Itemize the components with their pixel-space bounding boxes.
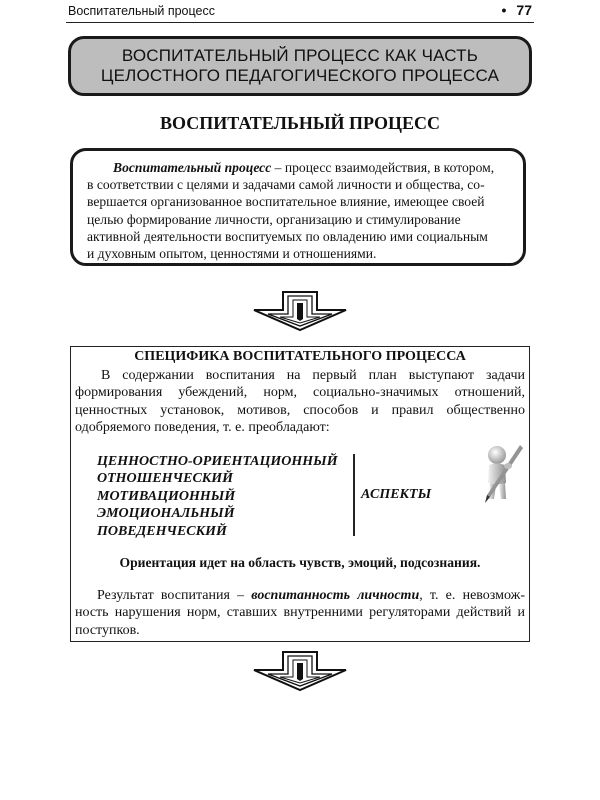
definition-line-4: целью формирование личности, организацию и стимулирование xyxy=(87,211,461,227)
page-number-block xyxy=(502,2,532,18)
aspect-item: ОТНОШЕНЧЕСКИЙ xyxy=(97,471,234,487)
chapter-title-line-1: ВОСПИТАТЕЛЬНЫЙ ПРОЦЕСС КАК ЧАСТЬ xyxy=(121,46,479,65)
aspects-list xyxy=(97,453,338,540)
chapter-title-box xyxy=(68,36,532,96)
result-emphasis: воспитанность личности xyxy=(251,588,420,603)
definition-term: Воспитательный процесс xyxy=(113,160,272,175)
bullet-dot: • xyxy=(501,2,507,18)
definition-line-1-rest: – процесс взаимодействия, в котором, xyxy=(271,160,495,175)
page-number: 77 xyxy=(516,2,532,18)
aspect-item: ПОВЕДЕНЧЕСКИЙ xyxy=(97,523,227,539)
definition-line-1 xyxy=(87,159,511,176)
orientation-note: Ориентация идет на область чувств, эмоций, подсознания. xyxy=(119,555,481,570)
aspects-label: АСПЕКТЫ xyxy=(361,487,432,502)
section-heading: ВОСПИТАТЕЛЬНЫЙ ПРОЦЕСС xyxy=(160,113,440,133)
down-arrow-icon xyxy=(252,290,348,332)
result-paragraph xyxy=(75,587,525,639)
specifics-intro: В содержании воспитания на первый план выступают задачи формирования убеждений, норм, социально-значимых отношений, ценностных установок, мотивов, способов и правил общественно одобряемого поведения, т. е. преобладают: xyxy=(75,368,525,436)
aspect-item: ЦЕННОСТНО-ОРИЕНТАЦИОННЫЙ xyxy=(97,454,338,469)
definition-line-5: активной деятельности воспитуемых по овладению ими социальным xyxy=(87,228,488,244)
definition-line-3: вершается организованное воспитательное влияние, имеющее своей xyxy=(87,194,485,210)
definition-line-2: в соответствии с целями и задачами самой личности и общества, со- xyxy=(87,177,485,193)
result-before: Результат воспитания – xyxy=(97,588,252,603)
specifics-box xyxy=(70,346,530,642)
result-after: , т. е. невозмож-ность нарушения норм, ставших внутренними регуляторами действий и поступков. xyxy=(75,588,525,638)
figure-with-pen-icon xyxy=(475,443,525,505)
definition-line-6: и духовным опытом, ценностями и отношениями. xyxy=(87,246,377,262)
running-title: Воспитательный процесс xyxy=(68,4,215,18)
running-header xyxy=(66,0,534,23)
aspects-divider xyxy=(353,454,355,536)
aspect-item: МОТИВАЦИОННЫЙ xyxy=(97,488,236,504)
down-arrow-icon xyxy=(252,650,348,692)
aspect-item: ЭМОЦИОНАЛЬНЫЙ xyxy=(97,506,235,522)
specifics-heading: СПЕЦИФИКА ВОСПИТАТЕЛЬНОГО ПРОЦЕССА xyxy=(134,349,466,364)
definition-box xyxy=(70,148,526,266)
chapter-title-line-2: ЦЕЛОСТНОГО ПЕДАГОГИЧЕСКОГО ПРОЦЕССА xyxy=(100,66,500,85)
